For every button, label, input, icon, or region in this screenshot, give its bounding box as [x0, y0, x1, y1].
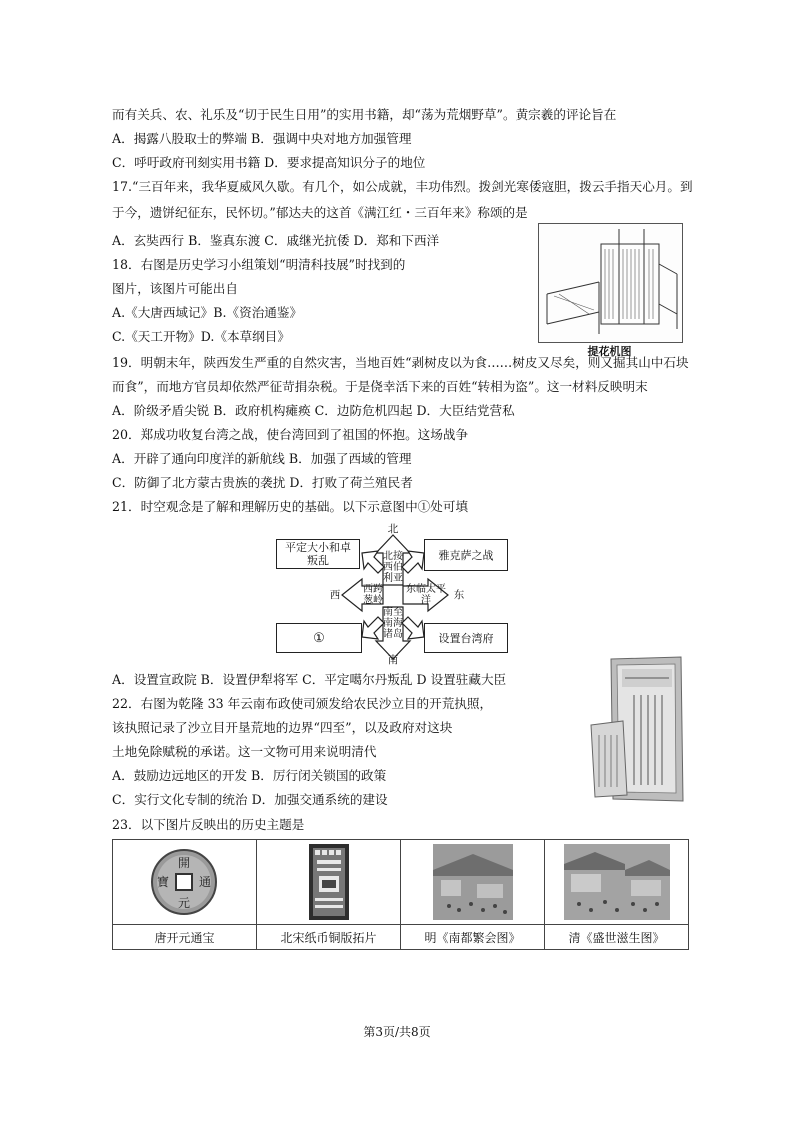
coin-char: 開 [177, 856, 191, 870]
page-footer: 第3页/共8页 [363, 1025, 431, 1039]
caption-nandu: 明《南都繁会图》 [401, 925, 545, 950]
question-22: 22．右图为乾隆 33 年云南布政使司颁发给农民沙立目的开荒执照， [112, 696, 493, 711]
option-line: C．呼吁政府刊刻实用书籍 D．要求提高知识分子的地位 [112, 155, 426, 170]
option-line: A．阶级矛盾尖锐 B．政府机构瘫痪 C．边防危机四起 D．大臣结党营私 [112, 403, 515, 418]
option-line: A．揭露八股取士的弊端 B．强调中央对地方加强管理 [112, 131, 412, 146]
coin-image [113, 840, 256, 924]
loom-image [538, 223, 683, 343]
text-line: 图片，该图片可能出自 [112, 281, 238, 296]
box-bottom-right: 设置台湾府 [424, 623, 508, 653]
box-bottom-left: ① [276, 623, 362, 653]
option-line: A．开辟了通向印度洋的新航线 B．加强了西域的管理 [112, 451, 412, 466]
coin-cell [113, 840, 257, 925]
option-line: A.《大唐西域记》B.《资治通鉴》 [112, 305, 303, 320]
option-line: A．鼓励边远地区的开发 B．厉行闭关锁国的政策 [112, 768, 387, 783]
text-line: 该执照记录了沙立目开垦荒地的边界“四至”，以及政府对这块 [112, 720, 453, 735]
text-line: 土地免除赋税的承诺。这一文物可用来说明清代 [112, 744, 377, 759]
coin-char: 元 [177, 896, 191, 910]
nandu-cell [401, 840, 545, 925]
text-line: 而食”，而地方官员却依然严征苛捐杂税。于是侥幸活下来的百姓“转相为盗”。这一材料反映明末 [112, 379, 648, 394]
question-23: 23．以下图片反映出的历史主题是 [112, 817, 305, 832]
option-line: C.《天工开物》D.《本草纲目》 [112, 329, 290, 344]
option-line: A．设置宣政院 B．设置伊犁将军 C．平定噶尔丹叛乱 D 设置驻藏大臣 [112, 672, 507, 687]
arrow-s-text: 南至南海诸岛 [383, 607, 403, 640]
map-diagram [276, 523, 506, 666]
question-19: 19．明朝末年，陕西发生严重的自然灾害，当地百姓“剥树皮以为食……树皮又尽矣，则又掘其山中石块 [112, 355, 689, 370]
question-18: 18．右图是历史学习小组策划“明清科技展”时找到的 [112, 257, 406, 272]
nw-arrow [362, 551, 384, 573]
box-top-right: 雅克萨之战 [424, 539, 508, 571]
coin-char: 通 [198, 875, 212, 889]
text-line: 而有关兵、农、礼乐及“切于民生日用”的实用书籍，却“荡为荒烟野草”。黄宗羲的评论旨在 [112, 107, 617, 122]
east-label: 东 [453, 589, 465, 601]
arrow-e-text: 东临太平洋 [406, 584, 446, 606]
se-arrow [402, 617, 424, 639]
shengshi-painting-image [545, 840, 688, 924]
question-17: 17.“三百年来，我华夏威风久歇。有几个，如公成就，丰功伟烈。拨剑光寒倭寇胆，拨云手指天心月。到 [112, 179, 693, 194]
coin-char: 寶 [156, 875, 170, 889]
question-21: 21．时空观念是了解和理解历史的基础。以下示意图中①处可填 [112, 499, 469, 514]
question-20: 20．郑成功收复台湾之战，使台湾回到了祖国的怀抱。这场战争 [112, 427, 469, 442]
text-line: 于今，遗饼纪征东，民怀切。”郁达夫的这首《满江红・三百年来》称颂的是 [112, 205, 528, 220]
west-label: 西 [329, 589, 341, 601]
ne-arrow [402, 551, 424, 573]
arrow-w-text: 西跨葱岭 [363, 584, 383, 606]
arrow-n-text: 北接西伯利亚 [383, 551, 403, 584]
sw-arrow [362, 617, 384, 639]
land-license-image [589, 655, 684, 803]
shengshi-cell [545, 840, 689, 925]
nandu-painting-image [401, 840, 544, 924]
caption-coin: 唐开元通宝 [113, 925, 257, 950]
caption-banknote: 北宋纸币铜版拓片 [257, 925, 401, 950]
loom-caption: 提花机图 [587, 345, 632, 358]
image-table [112, 839, 689, 950]
option-line: C．实行文化专制的统治 D．加强交通系统的建设 [112, 792, 388, 807]
box-top-left: 平定大小和卓叛乱 [276, 539, 360, 569]
north-label: 北 [387, 523, 399, 535]
banknote-plate-image [257, 840, 400, 924]
caption-shengshi: 清《盛世滋生图》 [545, 925, 689, 950]
option-line: A．玄奘西行 B．鉴真东渡 C．戚继光抗倭 D．郑和下西洋 [112, 233, 440, 248]
banknote-cell [257, 840, 401, 925]
south-label: 南 [387, 654, 399, 666]
option-line: C．防御了北方蒙古贵族的袭扰 D．打败了荷兰殖民者 [112, 475, 413, 490]
